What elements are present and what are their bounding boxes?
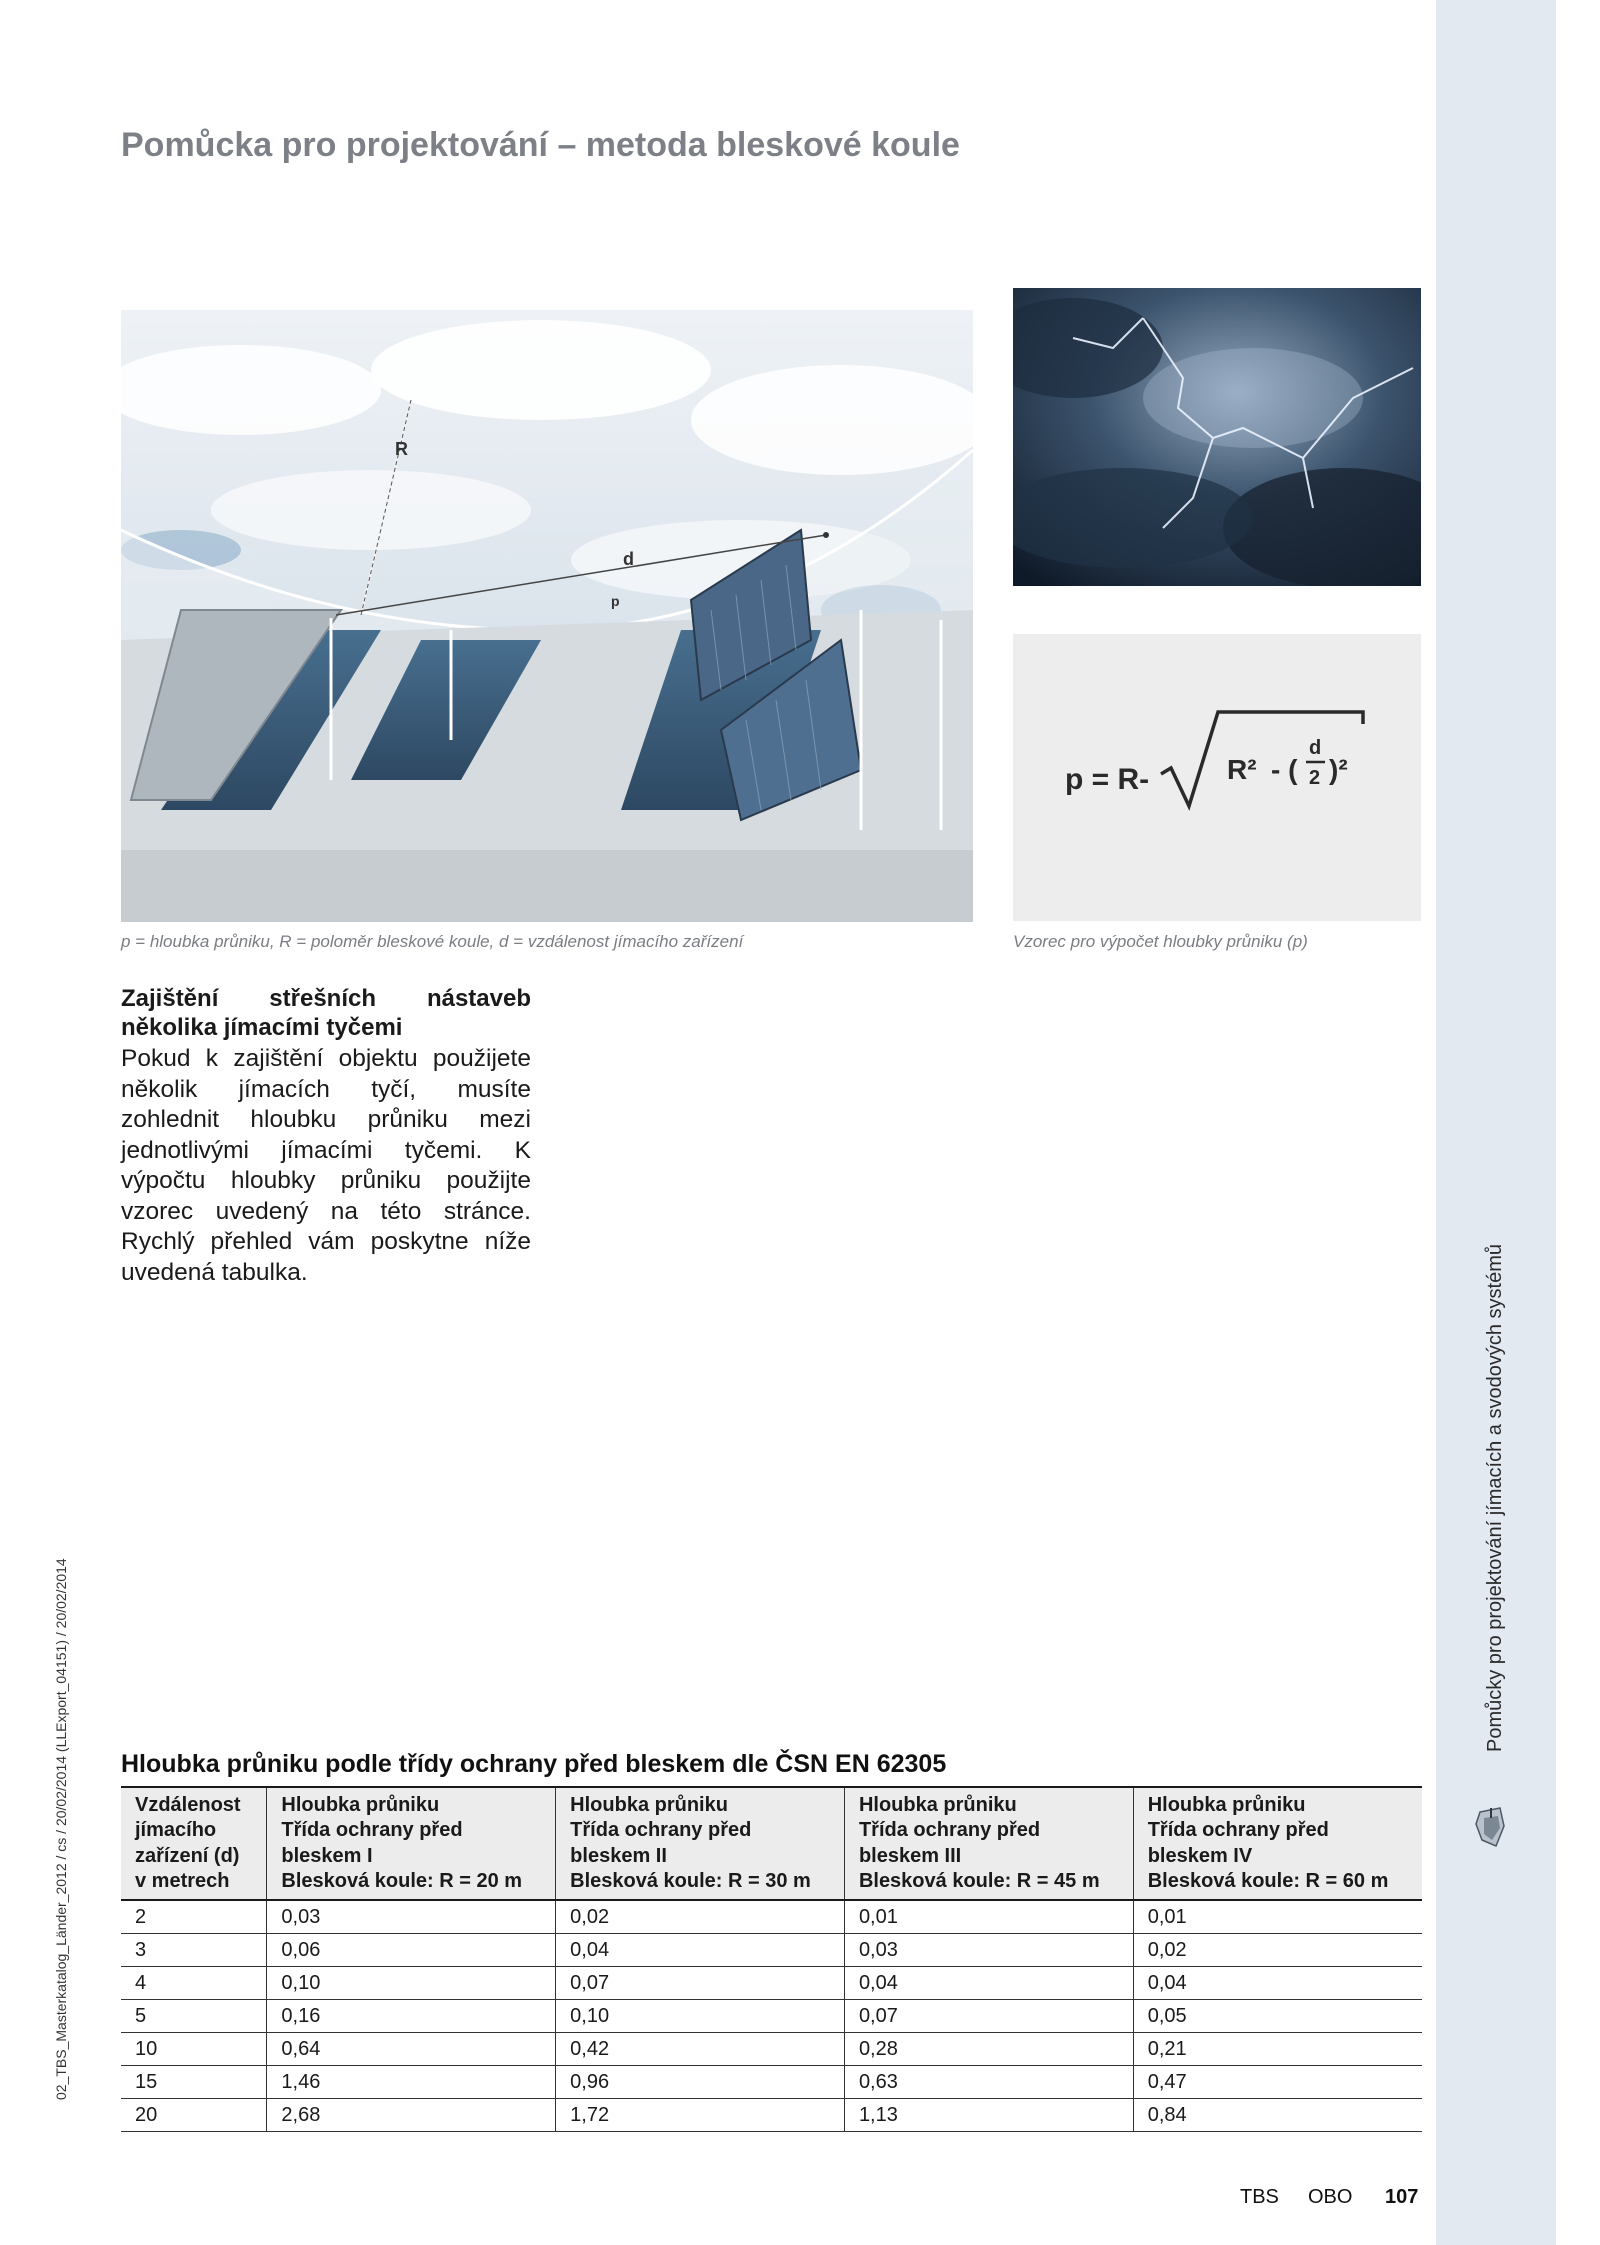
distance-label: d [623,549,634,569]
header-line: Hloubka průniku [281,1794,440,1816]
cell-class-1: 0,16 [267,2000,556,2033]
header-line: zařízení (d) [135,1844,240,1867]
lightning-photo [1013,288,1421,586]
cell-class-2: 0,42 [556,2033,845,2066]
formula-close: )² [1329,754,1348,785]
header-line: Blesková koule: R = 20 m [281,1869,523,1892]
cell-class-1: 0,03 [267,1900,556,1934]
rolling-sphere-photo [121,310,973,922]
cell-class-3: 0,63 [844,2066,1133,2099]
table-row [121,2033,1422,2066]
cell-class-1: 2,68 [267,2099,556,2132]
left-figure-caption: p = hloubka průniku, R = poloměr bleskové koule, d = vzdálenost jímacího zařízení [121,932,744,951]
cell-class-1: 0,10 [267,1967,556,2000]
cell-class-1: 1,46 [267,2066,556,2099]
header-class-1 [267,1787,556,1900]
header-class-4 [1133,1787,1422,1900]
table-row [121,1900,1422,1934]
catalog-meta-vertical: 02_TBS_Masterkatalog_Länder_2012 / cs / 20/02/2014 (LLExport_04151) / 20/02/2014 [53,1558,69,2100]
header-line: Třída ochrany před [281,1819,463,1842]
cell-class-3: 0,28 [844,2033,1133,2066]
rolling-sphere-illustration [121,310,973,922]
header-line: Hloubka průniku [858,1794,1017,1816]
cell-class-2: 1,72 [556,2099,845,2132]
cell-distance: 15 [121,2066,267,2099]
table-row [121,2000,1422,2033]
cell-class-3: 0,03 [844,1934,1133,1967]
radius-label: R [395,439,408,459]
cell-class-3: 0,07 [844,2000,1133,2033]
cell-class-4: 0,02 [1133,1934,1422,1967]
formula-denominator: 2 [1309,767,1321,789]
header-line: Třída ochrany před [570,1819,752,1842]
depth-label: p [611,593,620,609]
table-row [121,1934,1422,1967]
table-row [121,1967,1422,2000]
header-line: bleskem III [858,1844,962,1867]
header-class-3 [844,1787,1133,1900]
table-heading: Hloubka průniku podle třídy ochrany před bleskem dle ČSN EN 62305 [121,1750,947,1778]
section-heading: Zajištění střešních nástaveb několika jímacími tyčemi [121,985,531,1041]
header-line: Třída ochrany před [1147,1819,1329,1842]
cell-distance: 2 [121,1900,267,1934]
cell-distance: 3 [121,1934,267,1967]
formula-lhs: p = R- [1065,763,1150,796]
cell-distance: 20 [121,2099,267,2132]
footer-brand-tbs: TBS [1240,2186,1279,2208]
cell-class-1: 0,06 [267,1934,556,1967]
header-line: Blesková koule: R = 45 m [858,1869,1100,1892]
header-line: Blesková koule: R = 30 m [570,1869,811,1892]
header-line: Třída ochrany před [858,1819,1041,1842]
cell-class-1: 0,64 [267,2033,556,2066]
formula-r-squared: R² [1227,754,1257,785]
cell-class-4: 0,21 [1133,2033,1422,2066]
lightning-storm-image [1013,288,1421,586]
header-line: bleskem I [281,1844,373,1867]
header-line: Hloubka průniku [570,1794,728,1816]
formula-minus: - ( [1271,754,1298,785]
chapter-icon [1474,1806,1508,1850]
table-header-row [121,1787,1422,1900]
header-line: v metrech [135,1869,230,1892]
header-line: jímacího [135,1819,217,1842]
cell-distance: 10 [121,2033,267,2066]
penetration-depth-table [121,1786,1422,2132]
header-line: bleskem IV [1147,1844,1253,1867]
header-line: Hloubka průniku [1147,1794,1306,1816]
header-line: bleskem II [570,1844,667,1867]
cell-class-4: 0,01 [1133,1900,1422,1934]
header-class-2 [556,1787,845,1900]
penetration-depth-formula [1013,634,1421,921]
cell-class-2: 0,96 [556,2066,845,2099]
sidebar-band [1436,0,1556,2245]
page-number: 107 [1385,2186,1419,2208]
cell-class-2: 0,02 [556,1900,845,1934]
cell-class-3: 1,13 [844,2099,1133,2132]
cell-class-4: 0,84 [1133,2099,1422,2132]
cell-class-2: 0,10 [556,2000,845,2033]
cell-class-2: 0,04 [556,1934,845,1967]
header-distance [121,1787,267,1900]
table-row [121,2066,1422,2099]
cell-class-3: 0,01 [844,1900,1133,1934]
header-line: Vzdálenost [135,1794,241,1816]
cell-distance: 4 [121,1967,267,2000]
cell-class-4: 0,05 [1133,2000,1422,2033]
table-row [121,2099,1422,2132]
cell-class-3: 0,04 [844,1967,1133,2000]
formula-panel [1013,634,1421,921]
header-line: Blesková koule: R = 60 m [1147,1869,1389,1892]
right-figure-caption: Vzorec pro výpočet hloubky průniku (p) [1013,932,1308,951]
page-title: Pomůcka pro projektování – metoda bleskové koule [121,126,960,164]
cell-class-2: 0,07 [556,1967,845,2000]
section-body: Pokud k zajištění objektu použijete několik jímacích tyčí, musíte zohlednit hloubku průniku mezi jednotlivými jímacími tyčemi. K výpočtu hloubky průniku použijte vzorec uvedený na této stránce. Rychlý přehled vám poskytne níže uvedená tabulka. [121,1045,531,1286]
cell-class-4: 0,47 [1133,2066,1422,2099]
footer-brand-obo: OBO [1308,2186,1353,2208]
cell-class-4: 0,04 [1133,1967,1422,2000]
cell-distance: 5 [121,2000,267,2033]
chapter-label-vertical: Pomůcky pro projektování jímacích a svodových systémů [1484,1244,1506,1752]
formula-numerator: d [1309,737,1322,759]
